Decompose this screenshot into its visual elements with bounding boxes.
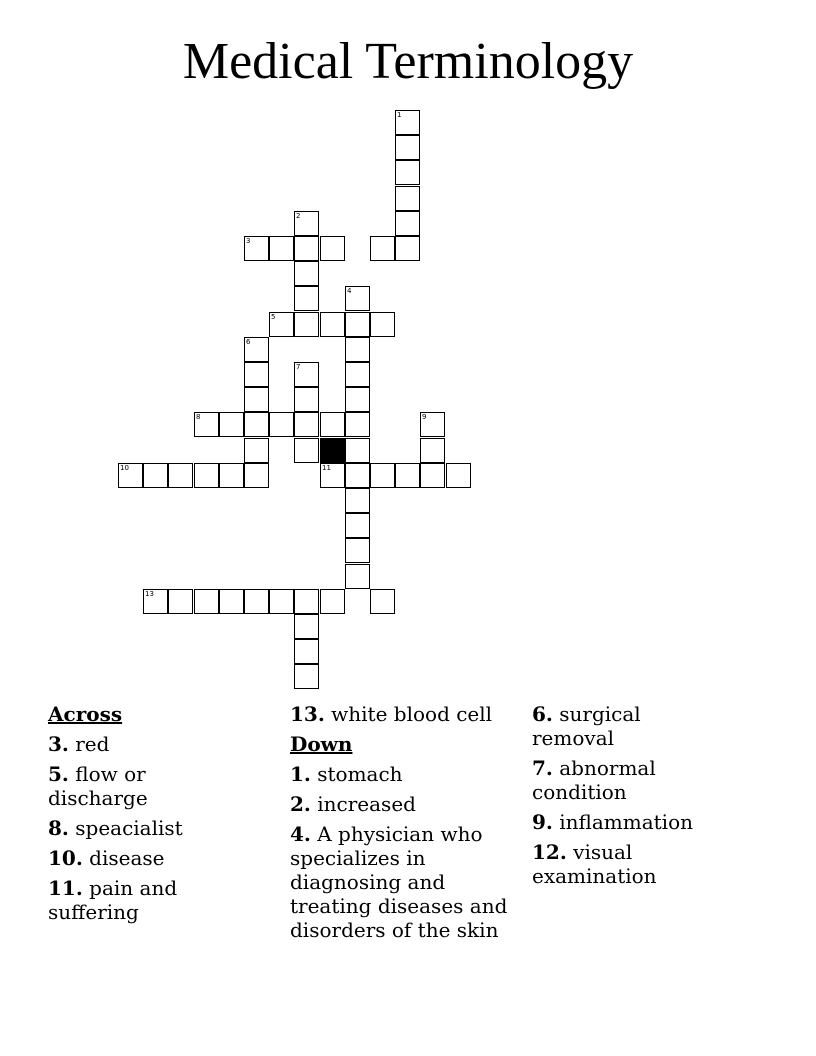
crossword-cell[interactable]	[244, 438, 269, 463]
crossword-cell[interactable]	[294, 236, 319, 261]
crossword-cell[interactable]	[395, 160, 420, 185]
crossword-cell[interactable]	[294, 438, 319, 463]
clue-text: flow or discharge	[48, 762, 148, 810]
crossword-cell[interactable]	[320, 236, 345, 261]
clue-number: 10.	[48, 846, 83, 870]
crossword-cell[interactable]	[370, 236, 395, 261]
crossword-cell[interactable]	[269, 589, 294, 614]
crossword-cell[interactable]	[345, 564, 370, 589]
crossword-cell[interactable]	[294, 589, 319, 614]
clue-text: red	[75, 732, 110, 756]
crossword-cell[interactable]	[370, 463, 395, 488]
clue-across-10	[48, 846, 278, 870]
clue-number: 2.	[290, 792, 311, 816]
clue-across-5	[48, 762, 188, 810]
crossword-cell[interactable]	[345, 438, 370, 463]
cell-number: 4	[347, 287, 352, 295]
cell-number: 13	[145, 590, 154, 598]
clue-text: pain and suffering	[48, 876, 178, 924]
cell-number: 3	[246, 237, 251, 245]
crossword-cell[interactable]	[194, 412, 219, 437]
crossword-cell[interactable]	[294, 639, 319, 664]
cell-number: 8	[196, 413, 201, 421]
crossword-cell[interactable]	[345, 312, 370, 337]
crossword-cell[interactable]	[168, 463, 193, 488]
crossword-cell[interactable]	[320, 412, 345, 437]
crossword-cell[interactable]	[395, 135, 420, 160]
crossword-cell[interactable]	[294, 412, 319, 437]
page-title: Medical Terminology	[182, 33, 634, 90]
crossword-cell[interactable]	[370, 589, 395, 614]
crossword-cell[interactable]	[294, 312, 319, 337]
crossword-cell[interactable]	[294, 614, 319, 639]
crossword-cell[interactable]	[420, 412, 445, 437]
crossword-cell[interactable]	[194, 463, 219, 488]
cell-number: 1	[397, 111, 402, 119]
crossword-cell[interactable]	[244, 337, 269, 362]
crossword-cell[interactable]	[219, 412, 244, 437]
cell-number: 7	[296, 363, 301, 371]
crossword-cell[interactable]	[345, 538, 370, 563]
crossword-cell[interactable]	[320, 589, 345, 614]
clue-text: A physician who specializes in diagnosing and treating diseases and disorders of the skin	[290, 822, 508, 942]
crossword-cell[interactable]	[420, 438, 445, 463]
crossword-cell[interactable]	[219, 463, 244, 488]
clue-across-11	[48, 876, 198, 924]
clue-number: 6.	[532, 702, 553, 726]
clue-number: 11.	[48, 876, 83, 900]
clue-across-3	[48, 732, 278, 756]
cell-number: 9	[422, 413, 427, 421]
crossword-cell[interactable]	[345, 463, 370, 488]
across-heading: Across	[48, 702, 123, 726]
clue-text: disease	[89, 846, 165, 870]
clue-text: inflammation	[559, 810, 693, 834]
crossword-cell[interactable]	[244, 589, 269, 614]
clue-number: 4.	[290, 822, 311, 846]
clue-number: 13.	[290, 702, 325, 726]
clue-down-6	[532, 702, 662, 750]
crossword-cell[interactable]	[446, 463, 471, 488]
crossword-cell[interactable]	[395, 110, 420, 135]
clue-down-9	[532, 810, 732, 834]
clue-number: 5.	[48, 762, 69, 786]
crossword-cell[interactable]	[219, 589, 244, 614]
crossword-cell[interactable]	[294, 286, 319, 311]
crossword-cell[interactable]	[269, 312, 294, 337]
crossword-cell[interactable]	[168, 589, 193, 614]
crossword-cell[interactable]	[395, 463, 420, 488]
clue-column-2	[290, 702, 526, 948]
cell-number: 11	[322, 464, 331, 472]
clue-down-2	[290, 792, 526, 816]
crossword-cell[interactable]	[269, 412, 294, 437]
crossword-block	[320, 438, 345, 463]
clue-number: 8.	[48, 816, 69, 840]
crossword-cell[interactable]	[320, 312, 345, 337]
clue-down-12	[532, 840, 682, 888]
clue-text: surgical removal	[532, 702, 641, 750]
crossword-cell[interactable]	[395, 211, 420, 236]
crossword-cell[interactable]	[244, 463, 269, 488]
crossword-cell[interactable]	[345, 412, 370, 437]
clue-down-7	[532, 756, 682, 804]
crossword-cell[interactable]	[244, 412, 269, 437]
cell-number: 10	[120, 464, 129, 472]
crossword-cell[interactable]	[320, 463, 345, 488]
crossword-cell[interactable]	[395, 236, 420, 261]
crossword-cell[interactable]	[194, 589, 219, 614]
clue-number: 9.	[532, 810, 553, 834]
crossword-cell[interactable]	[345, 286, 370, 311]
clue-number: 3.	[48, 732, 69, 756]
crossword-cell[interactable]	[143, 463, 168, 488]
clue-text: white blood cell	[331, 702, 493, 726]
clue-number: 12.	[532, 840, 567, 864]
clue-down-1	[290, 762, 526, 786]
cell-number: 2	[296, 212, 301, 220]
clue-column-3	[532, 702, 732, 894]
crossword-cell[interactable]	[345, 362, 370, 387]
clue-text: increased	[317, 792, 416, 816]
crossword-cell[interactable]	[294, 387, 319, 412]
cell-number: 5	[271, 313, 276, 321]
crossword-cell[interactable]	[345, 387, 370, 412]
crossword-cell[interactable]	[294, 664, 319, 689]
clue-text: stomach	[317, 762, 403, 786]
clue-text: visual examination	[532, 840, 657, 888]
cell-number: 6	[246, 338, 251, 346]
crossword-cell[interactable]	[294, 362, 319, 387]
crossword-cell[interactable]	[345, 488, 370, 513]
crossword-cell[interactable]	[294, 261, 319, 286]
crossword-cell[interactable]	[118, 463, 143, 488]
clue-number: 7.	[532, 756, 553, 780]
clue-text: speacialist	[75, 816, 183, 840]
clue-number: 1.	[290, 762, 311, 786]
crossword-cell[interactable]	[420, 463, 445, 488]
crossword-cell[interactable]	[269, 236, 294, 261]
crossword-cell[interactable]	[370, 312, 395, 337]
clue-text: abnormal condition	[532, 756, 656, 804]
crossword-cell[interactable]	[143, 589, 168, 614]
crossword-cell[interactable]	[345, 513, 370, 538]
crossword-cell[interactable]	[244, 236, 269, 261]
clue-across-8	[48, 816, 278, 840]
crossword-cell[interactable]	[395, 186, 420, 211]
crossword-cell[interactable]	[294, 211, 319, 236]
down-heading: Down	[290, 732, 353, 756]
crossword-cell[interactable]	[244, 362, 269, 387]
clue-column-1	[48, 702, 278, 930]
clue-across-13	[290, 702, 526, 726]
crossword-cell[interactable]	[244, 387, 269, 412]
crossword-cell[interactable]	[345, 337, 370, 362]
clue-down-4	[290, 822, 526, 942]
